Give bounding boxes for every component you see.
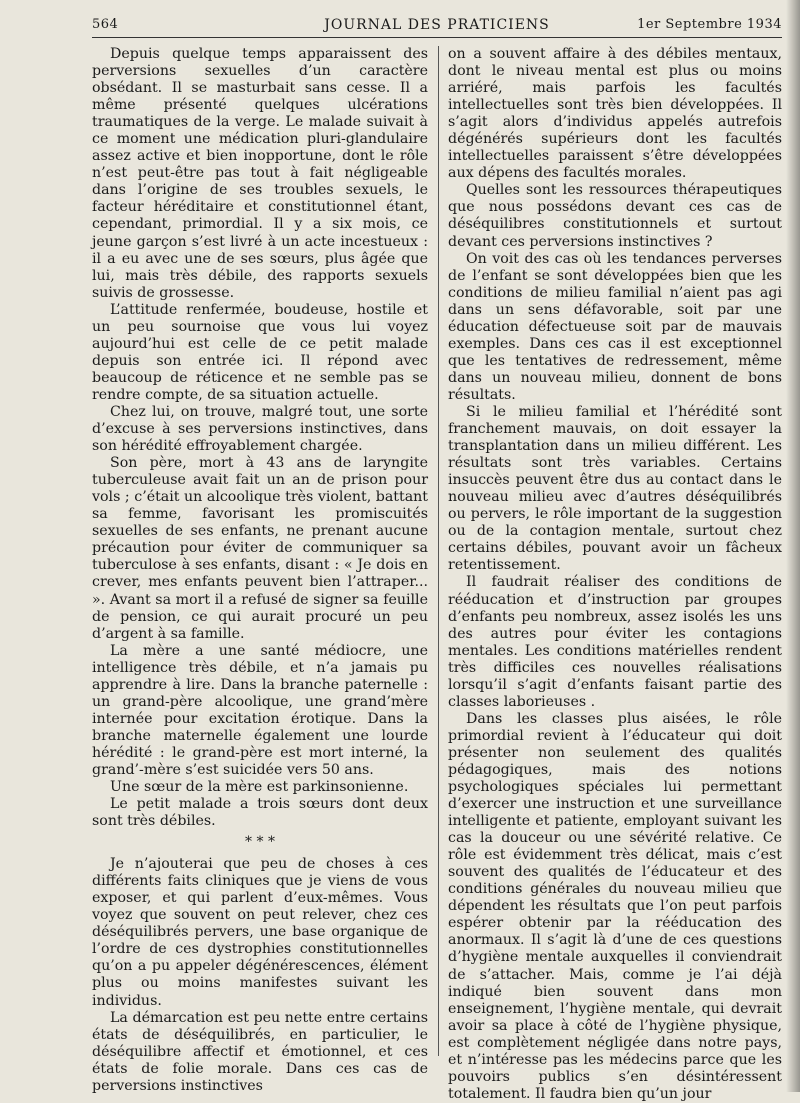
paragraph: Chez lui, on trouve, malgré tout, une sorte d’excuse à ses perversions instinctives, dans son hérédité effroyablement chargée. xyxy=(92,403,428,455)
paragraph: L’attitude renfermée, boudeuse, hostile et un peu sournoise que vous lui voyez aujourd’hui est celle de ce petit malade depuis son entrée ici. Il répond avec beaucoup de réticence et ne semble pas se rendre compte, de sa situation actuelle. xyxy=(92,301,428,403)
paragraph: Il faudrait réaliser des conditions de rééducation et d’instruction par groupes d’enfants peu nombreux, assez isolés les uns des autres pour éviter les contagions mentales. Les conditions matérielles rendent très difficiles ces nouvelles réalisations lorsqu’il s’agit d’enfants faisant partie des classes laborieuses . xyxy=(448,574,782,710)
issue-date: 1er Septembre 1934 xyxy=(637,17,782,32)
paragraph: La mère a une santé médiocre, une intelligence très débile, et n’a jamais pu apprendre à lire. Dans la branche paternelle : un grand-père alcoolique, une grand’mère internée pour excitation érotique. Dans la branche maternelle également une lourde hérédité : le grand-père est mort interné, la grand’-mère s’est suicidée vers 50 ans. xyxy=(92,642,428,778)
left-column xyxy=(92,46,428,1095)
paragraph: Dans les classes plus aisées, le rôle primordial revient à l’éducateur qui doit présenter non seulement des qualités pédagogiques, mais des notions psychologiques spéciales lui permettant d’exercer une instruction et une surveillance intelligente et patiente, employant suivant les cas la douceur ou une sévérité relative. Ce rôle est évidemment très délicat, mais c’est souvent des qualités de l’éducateur et des conditions générales du nouveau milieu que dépendent les résultats que l’on peut parfois espérer obtenir par la rééducation des anormaux. Il s’agit là d’une de ces questions d’hygiène mentale auxquelles il conviendrait de s’attacher. Mais, comme je l’ai déjà indiqué bien souvent dans mon enseignement, l’hygiène mentale, qui devrait avoir sa place à côté de l’hygiène physique, est complètement négligée dans notre pays, et n’intéresse pas les médecins parce que les pouvoirs publics s’en désintéressent totalement. Il faudra bien qu’un jour xyxy=(448,710,782,1102)
paragraph: Le petit malade a trois sœurs dont deux sont très débiles. xyxy=(92,796,428,830)
paragraph: On voit des cas où les tendances perverses de l’enfant se sont développées bien que les conditions de milieu familial n’aient pas agi dans un sens défavorable, soit par une éducation défectueuse soit par de mauvais exemples. Dans ces cas il est exceptionnel que les tentatives de redressement, même dans un nouveau milieu, donnent de bons résultats. xyxy=(448,250,782,403)
paragraph: Quelles sont les ressources thérapeutiques que nous possédons devant ces cas de déséquilibres constitutionnels et surtout devant ces perversions instinctives ? xyxy=(448,182,782,250)
paragraph: on a souvent affaire à des débiles mentaux, dont le niveau mental est plus ou moins arriéré, mais parfois les facultés intellectuelles sont très bien développées. Il s’agit alors d’individus appelés autrefois dégénérés supérieurs dont les facultés intellectuelles paraissent s’être développées aux dépens des facultés morales. xyxy=(448,46,782,182)
paragraph: Son père, mort à 43 ans de laryngite tuberculeuse avait fait un an de prison pour vols ; c’était un alcoolique très violent, battant sa femme, favorisant les promiscuités sexuelles de ses enfants, ne prenant aucune précaution pour éviter de communiquer sa tuberculose à ses enfants, disant : « Je dois en crever, mes enfants peuvent bien l’attraper... ». Avant sa mort il a refusé de signer sa feuille de pension, ce qui aurait procuré un peu d’argent à sa famille. xyxy=(92,455,428,642)
paragraph: Depuis quelque temps apparaissent des perversions sexuelles d’un caractère obsédant. Il se masturbait sans cesse. Il a même présenté quelques ulcérations traumatiques de la verge. Le malade suivait à ce moment une médication pluri-glandulaire assez active et bien inopportune, dont le rôle n’est peut-être pas tout à fait négligeable dans l’origine de ses troubles sexuels, le facteur héréditaire et constitutionnel étant, cependant, primordial. Il y a six mois, ce jeune garçon s’est livré à un acte incestueux : il a eu avec une de ses sœurs, plus âgée que lui, mais très débile, des rapports sexuels suivis de grossesse. xyxy=(92,46,428,301)
page-number: 564 xyxy=(92,17,119,32)
page-edge-shadow xyxy=(786,0,800,1092)
column-divider xyxy=(438,46,439,1056)
section-separator: * * * xyxy=(245,834,275,851)
running-header xyxy=(92,17,782,39)
paragraph: Si le milieu familial et l’hérédité sont franchement mauvais, on doit essayer la transplantation dans un milieu différent. Les résultats sont très variables. Certains insuccès peuvent être dus au contact dans le nouveau milieu avec d’autres déséquilibrés ou pervers, le rôle important de la suggestion ou de la contagion mentale, surtout chez certains débiles, pouvant avoir un fâcheux retentissement. xyxy=(448,403,782,574)
paragraph: Je n’ajouterai que peu de choses à ces différents faits cliniques que je viens de vous exposer, et qui parlent d’eux-mêmes. Vous voyez que souvent on peut relever, chez ces déséquilibrés pervers, une base organique de l’ordre de ces dystrophies constitutionnelles qu’on a pu appeler dégénérescences, élément plus ou moins manifestes suivant les individus. xyxy=(92,856,428,1009)
paragraph: La démarcation est peu nette entre certains états de déséquilibrés, en particulier, le déséquilibre affectif et émotionnel, et ces états de folie morale. Dans ces cas de perversions instinctives xyxy=(92,1009,428,1094)
header-rule xyxy=(92,37,782,38)
paragraph: Une sœur de la mère est parkinsonienne. xyxy=(110,779,409,796)
right-column xyxy=(448,46,782,1103)
journal-title: JOURNAL DES PRATICIENS xyxy=(324,17,550,33)
